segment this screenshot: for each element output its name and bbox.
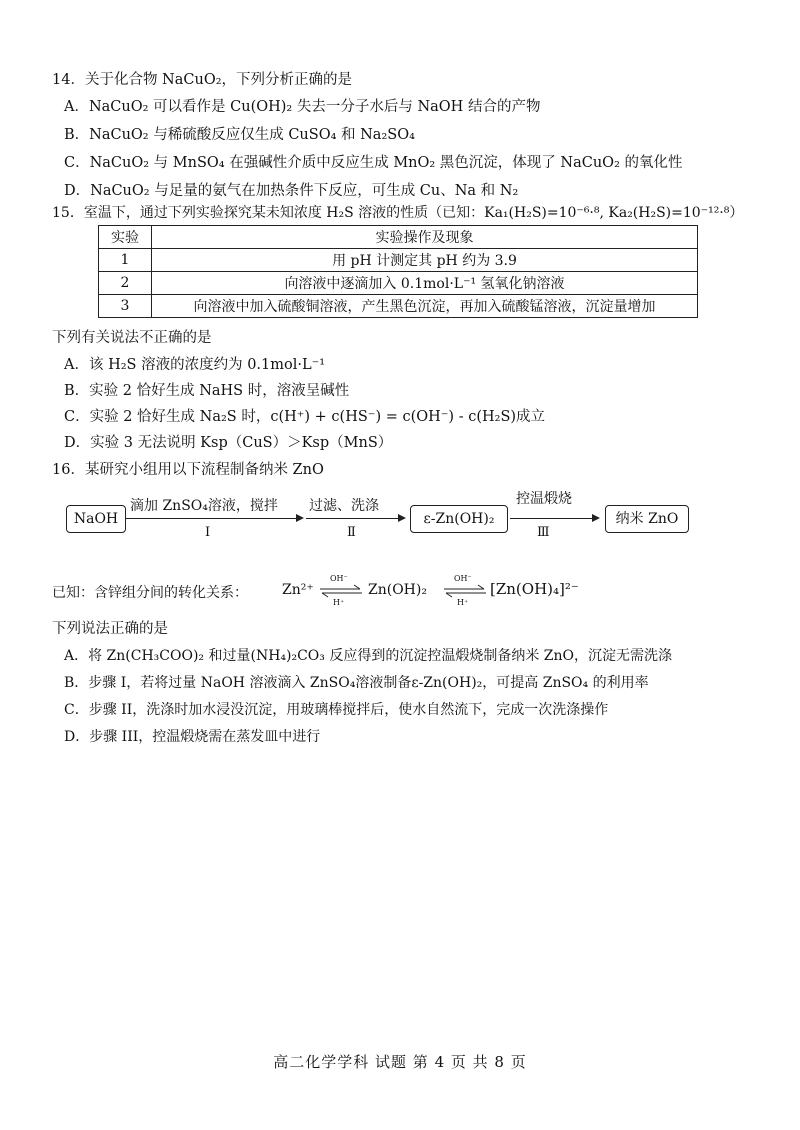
arrow-head-icon: [296, 514, 304, 522]
table-row: [99, 295, 698, 318]
page-footer: 高二化学学科 试题 第 4 页 共 8 页: [273, 1053, 527, 1071]
arrow-head-icon: [398, 514, 406, 522]
flow-step3-label: 控温煅烧: [516, 491, 572, 507]
species-zn-oh2: Zn(OH)₂: [368, 582, 427, 598]
flow-step2-number: Ⅱ: [347, 525, 356, 540]
table-cell: 1: [99, 249, 152, 272]
q16-prompt: 下列说法正确的是: [52, 621, 168, 637]
q16-option-a: A．将 Zn(CH₃COO)₂ 和过量(NH₄)₂CO₃ 反应得到的沉淀控温煅烧制备纳米 ZnO，沉淀无需洗涤: [64, 648, 673, 664]
q15-prompt: 下列有关说法不正确的是: [52, 330, 212, 346]
flow-arrow-1: [126, 518, 298, 519]
flow-arrow-2: [306, 518, 400, 519]
q15-stem: 15．室温下，通过下列实验探究某未知浓度 H₂S 溶液的性质（已知：Ka₁(H₂S)=10⁻⁶·⁸, Ka₂(H₂S)=10⁻¹²·⁸）: [52, 205, 744, 221]
q14-option-c: C．NaCuO₂ 与 MnSO₄ 在强碱性介质中反应生成 MnO₂ 黑色沉淀，体现了 NaCuO₂ 的氧化性: [64, 155, 683, 171]
q16-option-b: B．步骤 I，若将过量 NaOH 溶液滴入 ZnSO₄溶液制备ε-Zn(OH)₂，可提高 ZnSO₄ 的利用率: [64, 675, 649, 691]
table-row: [99, 272, 698, 295]
equilibrium-arrow-icon: [442, 584, 488, 598]
table-header-cell: 实验操作及现象: [152, 226, 698, 249]
table-cell: 2: [99, 272, 152, 295]
q14-option-b: B．NaCuO₂ 与稀硫酸反应仅生成 CuSO₄ 和 Na₂SO₄: [64, 127, 415, 143]
table-header-row: [99, 226, 698, 249]
eq-arrow1-top-label: OH⁻: [330, 574, 348, 583]
table-cell: 向溶液中加入硫酸铜溶液，产生黑色沉淀，再加入硫酸锰溶液，沉淀量增加: [152, 295, 698, 318]
q16-known-prefix: 已知：含锌组分间的转化关系：: [52, 585, 248, 601]
flow-step1-label: 滴加 ZnSO₄溶液，搅拌: [130, 498, 278, 514]
equilibrium-arrow-icon: [318, 584, 364, 598]
flow-box-nano-zno: 纳米 ZnO: [605, 505, 689, 533]
species-zn2plus: Zn²⁺: [282, 582, 314, 598]
q14-stem: 14．关于化合物 NaCuO₂，下列分析正确的是: [52, 72, 353, 88]
table-cell: 用 pH 计测定其 pH 约为 3.9: [152, 249, 698, 272]
table-row: [99, 249, 698, 272]
flow-box-naoh: NaOH: [66, 505, 126, 533]
eq-arrow1-bottom-label: H⁺: [333, 598, 345, 607]
arrow-head-icon: [592, 514, 600, 522]
q16-option-c: C．步骤 II，洗涤时加水浸没沉淀，用玻璃棒搅拌后，使水自然流下，完成一次洗涤操作: [64, 702, 609, 718]
q16-stem: 16．某研究小组用以下流程制备纳米 ZnO: [52, 462, 324, 478]
q15-option-a: A．该 H₂S 溶液的浓度约为 0.1mol·L⁻¹: [64, 357, 326, 373]
table-header-cell: 实验: [99, 226, 152, 249]
q15-experiment-table: [98, 225, 698, 318]
eq-arrow2-top-label: OH⁻: [454, 574, 472, 583]
flow-step3-number: Ⅲ: [537, 525, 550, 540]
q15-option-d: D．实验 3 无法说明 Ksp（CuS）＞Ksp（MnS）: [64, 435, 393, 451]
flow-box-zn-oh2: ε-Zn(OH)₂: [410, 505, 508, 533]
eq-arrow2-bottom-label: H⁺: [457, 598, 469, 607]
species-zincate: [Zn(OH)₄]²⁻: [490, 580, 579, 598]
q14-option-d: D．NaCuO₂ 与足量的氨气在加热条件下反应，可生成 Cu、Na 和 N₂: [64, 183, 519, 199]
q15-option-c: C．实验 2 恰好生成 Na₂S 时，c(H⁺) + c(HS⁻) = c(OH⁻) - c(H₂S)成立: [64, 409, 546, 425]
q15-option-b: B．实验 2 恰好生成 NaHS 时，溶液呈碱性: [64, 383, 350, 399]
flow-step1-number: Ⅰ: [205, 525, 211, 540]
table-cell: 3: [99, 295, 152, 318]
flow-arrow-3: [510, 518, 594, 519]
q16-option-d: D．步骤 III，控温煅烧需在蒸发皿中进行: [64, 729, 321, 745]
table-cell: 向溶液中逐滴加入 0.1mol·L⁻¹ 氢氧化钠溶液: [152, 272, 698, 295]
flow-step2-label: 过滤、洗涤: [309, 498, 379, 514]
q14-option-a: A．NaCuO₂ 可以看作是 Cu(OH)₂ 失去一分子水后与 NaOH 结合的产物: [64, 99, 541, 115]
